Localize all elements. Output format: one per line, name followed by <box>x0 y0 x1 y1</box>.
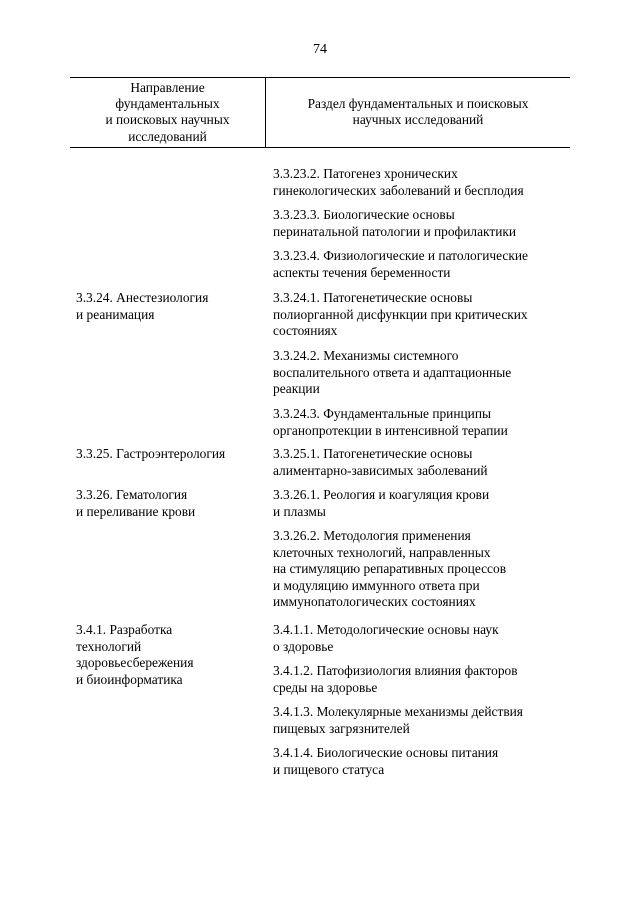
page-number: 74 <box>313 42 327 57</box>
section-entry <box>273 745 570 778</box>
section-entry <box>273 622 570 655</box>
section-entry <box>273 290 570 340</box>
section-line: 3.4.1.2. Патофизиология влияния факторов <box>273 663 518 678</box>
direction-line: и переливание крови <box>76 503 196 519</box>
section-line: перинатальной патологии и профилактики <box>273 223 517 239</box>
section-line: среды на здоровье <box>273 679 378 695</box>
direction-hematology <box>76 487 266 520</box>
header-left-line: Направление <box>130 80 205 95</box>
section-entry <box>273 406 570 439</box>
section-line: 3.3.26.2. Методология применения <box>273 528 471 543</box>
section-line: иммунопатологических состояниях <box>273 594 476 610</box>
section-entry <box>273 663 570 696</box>
table-top-rule <box>70 77 570 78</box>
section-entry <box>273 487 570 520</box>
direction-line: и реанимация <box>76 306 155 322</box>
section-line: алиментарно-зависимых заболеваний <box>273 462 488 478</box>
section-entry <box>273 166 570 199</box>
section-line: 3.3.24.3. Фундаментальные принципы <box>273 406 492 421</box>
section-line: 3.3.26.1. Реология и коагуляция крови <box>273 487 490 502</box>
header-section-column <box>266 96 570 128</box>
header-right-line: научных исследований <box>352 112 484 128</box>
section-line: и плазмы <box>273 503 326 519</box>
direction-health-technologies <box>76 622 266 688</box>
section-entry <box>273 248 570 281</box>
header-right-line: Раздел фундаментальных и поисковых <box>307 96 529 111</box>
section-line: состояниях <box>273 323 338 339</box>
section-line: о здоровье <box>273 638 334 654</box>
section-entry <box>273 348 570 398</box>
section-line: 3.3.24.1. Патогенетические основы <box>273 290 473 305</box>
section-line: и модуляцию иммунного ответа при <box>273 577 480 593</box>
direction-line: технологий <box>76 638 142 654</box>
direction-line: 3.3.26. Гематология <box>76 487 188 502</box>
section-entry <box>273 446 570 479</box>
section-entry <box>273 207 570 240</box>
section-entry <box>273 704 570 737</box>
section-entry <box>273 528 570 611</box>
section-line: полиорганной дисфункции при критических <box>273 306 528 322</box>
header-left-line: и поисковых научных <box>105 112 230 128</box>
header-left-line: исследований <box>128 128 207 144</box>
section-line: 3.3.23.4. Физиологические и патологические <box>273 248 528 263</box>
section-line: 3.4.1.3. Молекулярные механизмы действия <box>273 704 523 719</box>
direction-line: 3.3.24. Анестезиология <box>76 290 209 305</box>
header-left-line: фундаментальных <box>115 96 220 112</box>
section-line: на стимуляцию репаративных процессов <box>273 561 507 577</box>
header-direction-column <box>70 80 265 145</box>
section-line: пищевых загрязнителей <box>273 720 410 736</box>
section-line: гинекологических заболеваний и бесплодия <box>273 182 524 198</box>
direction-line: 3.4.1. Разработка <box>76 622 173 637</box>
direction-line: и биоинформатика <box>76 671 183 687</box>
section-line: 3.4.1.1. Методологические основы наук <box>273 622 499 637</box>
direction-line: здоровьесбережения <box>76 655 194 671</box>
section-line: клеточных технологий, направленных <box>273 544 491 560</box>
direction-line: 3.3.25. Гастроэнтерология <box>76 446 226 461</box>
section-line: 3.3.23.2. Патогенез хронических <box>273 166 458 181</box>
direction-gastroenterology <box>76 446 266 463</box>
section-line: реакции <box>273 381 320 397</box>
section-line: 3.3.24.2. Механизмы системного <box>273 348 459 363</box>
section-line: 3.4.1.4. Биологические основы питания <box>273 745 499 760</box>
section-line: 3.3.25.1. Патогенетические основы <box>273 446 473 461</box>
section-line: воспалительного ответа и адаптационные <box>273 364 512 380</box>
section-line: 3.3.23.3. Биологические основы <box>273 207 455 222</box>
header-bottom-rule <box>70 147 570 148</box>
section-line: и пищевого статуса <box>273 761 385 777</box>
section-line: органопротекции в интенсивной терапии <box>273 422 508 438</box>
section-line: аспекты течения беременности <box>273 264 451 280</box>
direction-anesthesiology <box>76 290 266 323</box>
